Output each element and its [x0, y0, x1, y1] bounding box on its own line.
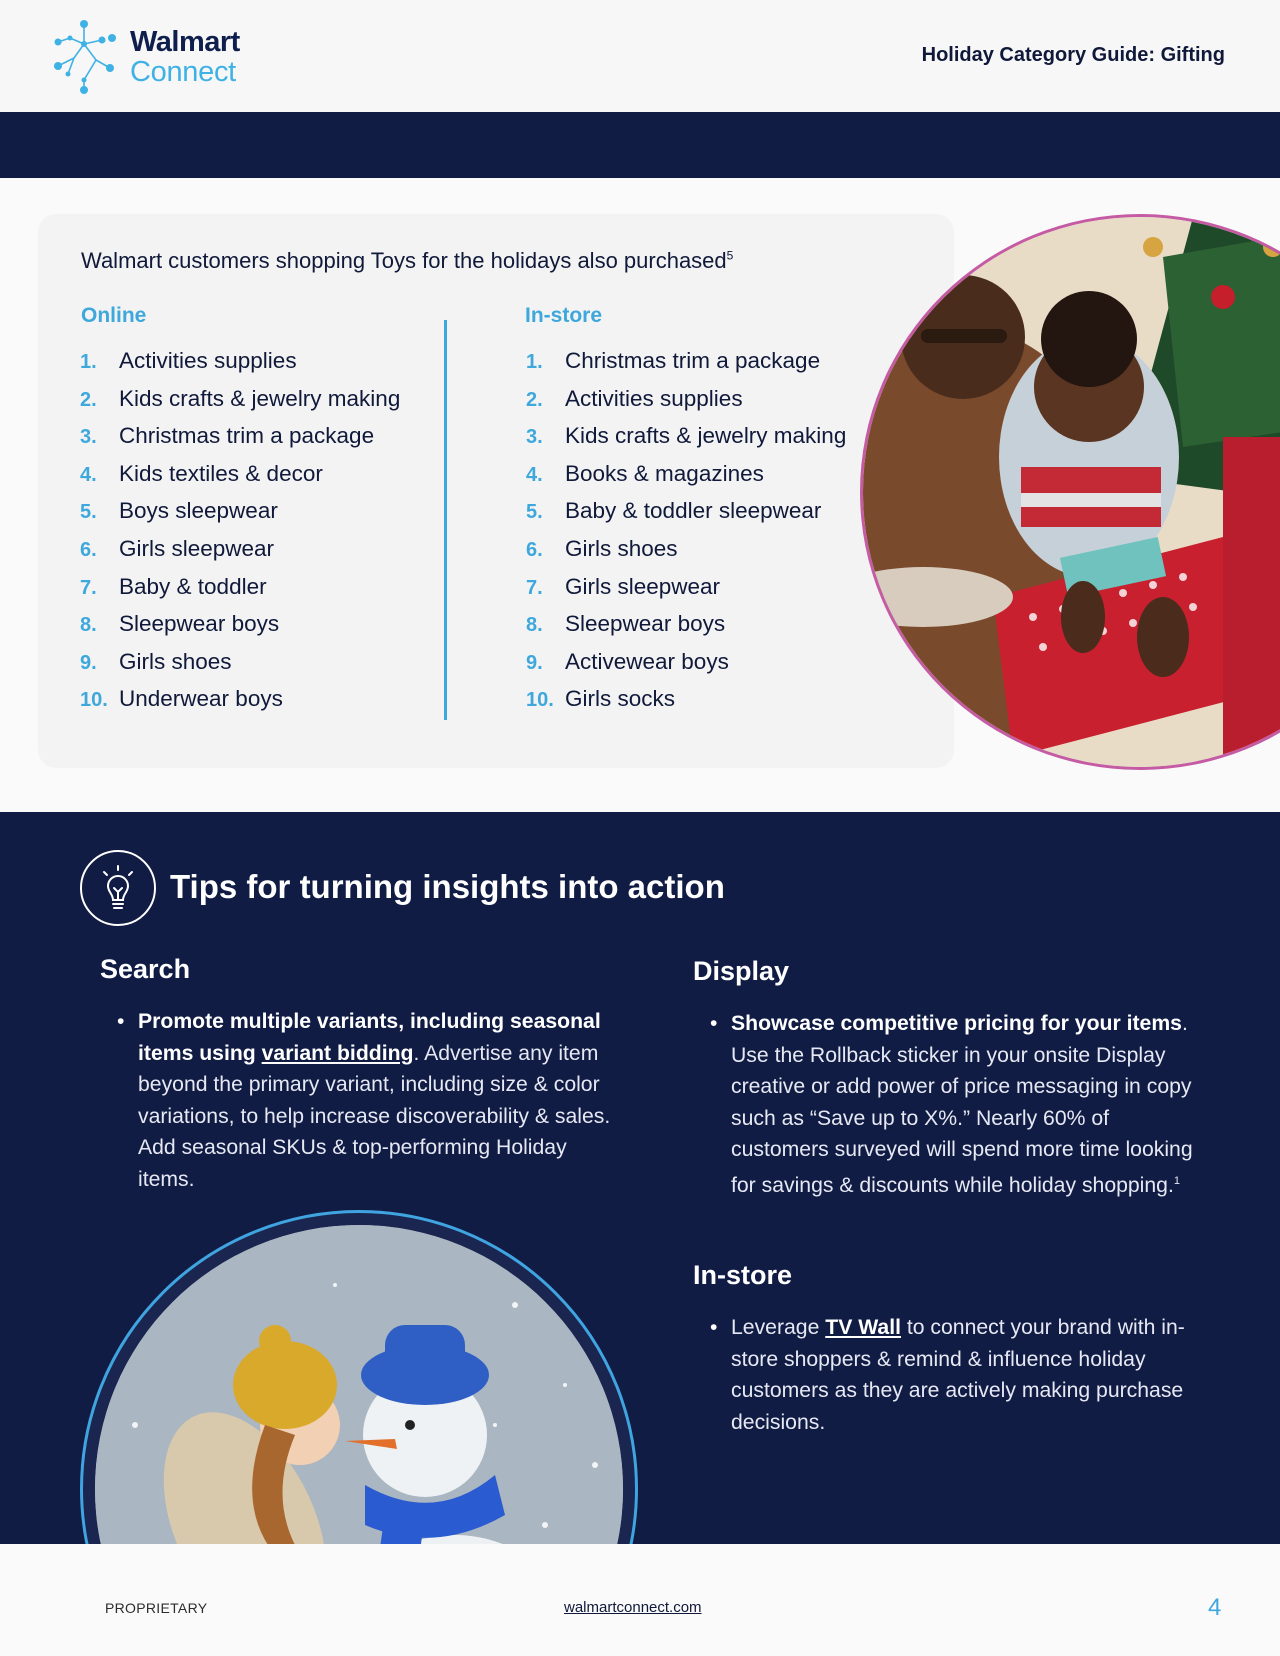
list-number: 4. [526, 463, 543, 486]
list-number: 3. [526, 426, 543, 449]
family-gift-illustration [863, 217, 1280, 770]
list-label: Kids textiles & decor [119, 460, 323, 486]
list-number: 10. [80, 689, 108, 712]
list-label: Activities supplies [565, 385, 743, 411]
instore-list [526, 348, 846, 724]
list-number: 10. [526, 689, 554, 712]
list-label: Activewear boys [565, 648, 729, 674]
list-number: 1. [80, 351, 97, 373]
page-number: 4 [1208, 1594, 1222, 1621]
card-title [81, 248, 733, 274]
search-heading: Search [100, 954, 191, 984]
online-list [80, 348, 400, 724]
search-tip [117, 1006, 618, 1195]
display-tip-lead: Showcase competitive pricing for your items [731, 1012, 1182, 1035]
instore-tip [710, 1312, 1211, 1438]
list-label: Boys sleepwear [119, 498, 278, 524]
list-label: Girls sleepwear [565, 573, 721, 599]
tv-wall-link[interactable]: TV Wall [825, 1316, 901, 1339]
list-item [526, 423, 846, 461]
list-label: Activities supplies [119, 348, 297, 373]
list-label: Christmas trim a package [565, 348, 821, 373]
family-gift-photo [860, 214, 1280, 770]
website-link[interactable]: walmartconnect.com [564, 1599, 702, 1616]
list-number: 2. [80, 388, 97, 411]
spark-network-icon [50, 18, 126, 96]
list-label: Baby & toddler [119, 573, 267, 599]
list-number: 6. [526, 538, 543, 561]
walmart-connect-logo[interactable] [50, 18, 250, 96]
header-band [0, 112, 1280, 178]
list-item [526, 461, 846, 499]
list-item [80, 649, 400, 687]
list-number: 5. [80, 501, 97, 524]
proprietary-label: PROPRIETARY [105, 1600, 208, 1616]
display-tip-body: . Use the Rollback sticker in your onsite Display creative or add power of price messaging in copy such as “Save up to X%.” Nearly 60% of customers surveyed will spend more time looking for savings & discounts while holiday shopping. [731, 1012, 1193, 1197]
list-label: Girls socks [565, 686, 676, 712]
list-label: Sleepwear boys [119, 611, 280, 637]
list-item [80, 536, 400, 574]
list-label: Girls shoes [565, 535, 678, 561]
list-number: 8. [80, 614, 97, 637]
bullet-dot: • [117, 1010, 125, 1033]
list-label: Kids crafts & jewelry making [565, 423, 847, 449]
online-heading: Online [81, 304, 147, 327]
logo-wordmark-walmart: Walmart [130, 26, 240, 58]
list-item [526, 536, 846, 574]
search-tip-lead: Promote multiple variants, including seasonal items using [138, 1010, 601, 1065]
list-label: Kids crafts & jewelry making [119, 385, 401, 411]
list-label: Sleepwear boys [565, 611, 726, 637]
tips-section [0, 812, 1280, 1544]
list-item [80, 423, 400, 461]
list-item [80, 498, 400, 536]
logo-wordmark-connect: Connect [130, 56, 236, 88]
list-number: 7. [80, 576, 97, 599]
list-label: Girls shoes [119, 648, 232, 674]
list-number: 2. [526, 388, 543, 411]
list-item [526, 574, 846, 612]
lightbulb-icon [80, 850, 156, 926]
guide-title: Holiday Category Guide: Gifting [921, 44, 1225, 66]
bullet-dot: • [710, 1012, 718, 1035]
list-number: 7. [526, 576, 543, 599]
instore-tip-body: to connect your brand with in-store shoppers & remind & influence holiday customers as they are actively making purchase decisions. [731, 1316, 1185, 1434]
list-item [526, 686, 846, 724]
tips-title: Tips for turning insights into action [170, 868, 725, 905]
list-number: 6. [80, 538, 97, 561]
list-item [526, 649, 846, 687]
card-title-text: Walmart customers shopping Toys for the holidays also purchased [81, 248, 727, 273]
list-item [526, 386, 846, 424]
list-number: 3. [80, 426, 97, 449]
page-footer [0, 1544, 1280, 1656]
list-item [526, 611, 846, 649]
column-divider [444, 320, 447, 720]
footnote-marker: 5 [726, 248, 734, 263]
list-number: 8. [526, 614, 543, 637]
also-purchased-card [38, 214, 954, 768]
list-number: 4. [80, 463, 97, 486]
list-label: Underwear boys [119, 686, 283, 712]
list-item [526, 498, 846, 536]
instore-heading: In-store [525, 304, 603, 327]
list-label: Baby & toddler sleepwear [565, 498, 822, 524]
list-item [80, 348, 400, 386]
search-tip-body: . Advertise any item beyond the primary variant, including size & color variations, to help increase discoverability & sales. Add seasonal SKUs & top-performing Holiday items. [138, 1041, 611, 1191]
list-number: 1. [526, 351, 543, 373]
instore-tips-heading: In-store [693, 1260, 793, 1290]
list-number: 5. [526, 501, 543, 524]
display-tip [710, 1008, 1211, 1201]
display-heading: Display [693, 956, 790, 986]
list-item [80, 386, 400, 424]
list-label: Girls sleepwear [119, 535, 275, 561]
list-item [80, 461, 400, 499]
bullet-dot: • [710, 1316, 718, 1339]
list-item [80, 686, 400, 724]
list-item [80, 574, 400, 612]
list-label: Christmas trim a package [119, 423, 375, 449]
list-number: 9. [80, 651, 97, 674]
list-number: 9. [526, 651, 543, 674]
list-item [526, 348, 846, 386]
variant-bidding-link[interactable]: variant bidding [261, 1041, 414, 1065]
footnote-marker: 1 [1173, 1174, 1180, 1187]
page-header [0, 0, 1280, 112]
instore-tip-lead: Leverage [731, 1316, 826, 1339]
list-item [80, 611, 400, 649]
list-label: Books & magazines [565, 460, 764, 486]
